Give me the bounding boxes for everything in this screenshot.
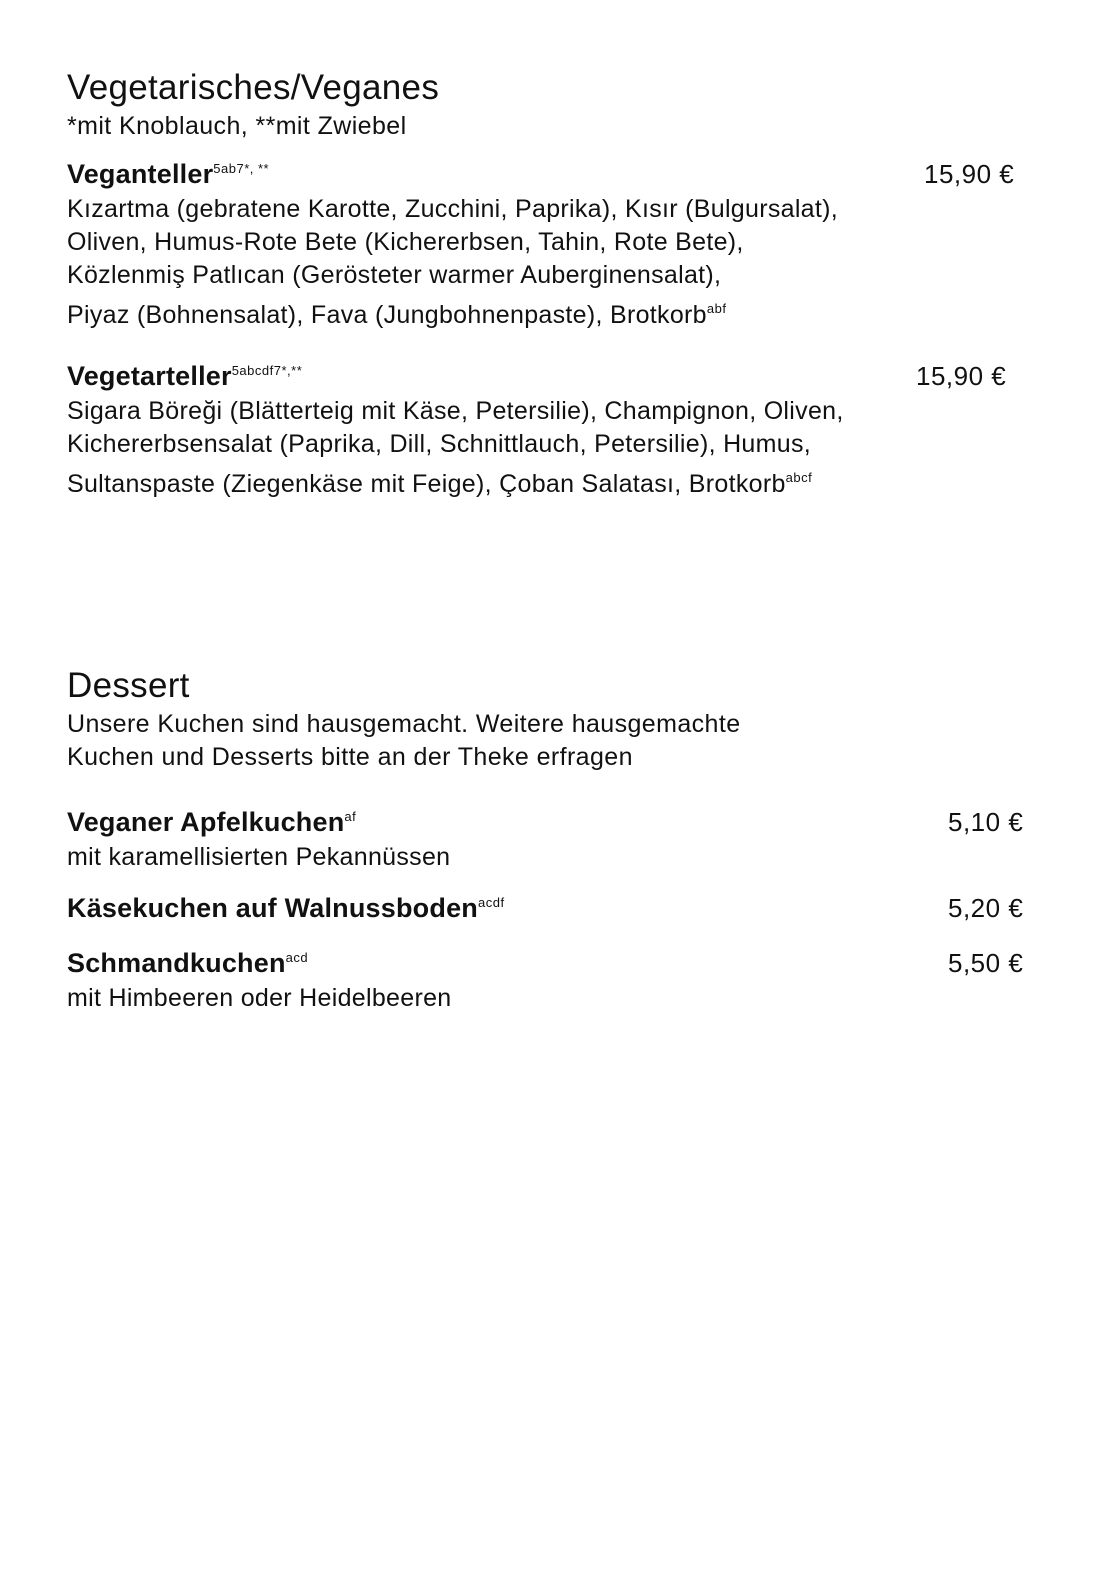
menu-item-vegetarteller (67, 361, 1037, 501)
item-allergens: acd (285, 950, 309, 965)
desc-line: Közlenmiş Patlıcan (Gerösteter warmer Auberginensalat), (67, 261, 722, 289)
item-allergens: 5ab7*, ** (213, 161, 270, 176)
item-description (67, 193, 1037, 332)
desc-line: Oliven, Humus-Rote Bete (Kichererbsen, Tahin, Rote Bete), (67, 228, 744, 256)
item-name: Veganer Apfelkuchen (67, 807, 345, 837)
intro-line: Unsere Kuchen sind hausgemacht. Weitere hausgemachte (67, 710, 741, 738)
item-price: 5,20 € (948, 893, 1024, 923)
section-title-vegetarian: Vegetarisches/Veganes (67, 68, 440, 107)
item-allergens: 5abcdf7*,** (231, 363, 303, 378)
intro-line: Kuchen und Desserts bitte an der Theke erfragen (67, 743, 633, 771)
item-name: Schmandkuchen (67, 948, 286, 978)
menu-item-veganer-apfelkuchen (67, 807, 1037, 874)
item-price: 5,50 € (948, 948, 1024, 978)
item-allergens: acdf (477, 895, 505, 910)
section-title-dessert: Dessert (67, 666, 190, 705)
desc-allergens: abcf (785, 470, 813, 485)
desc-line-text: Piyaz (Bohnensalat), Fava (Jungbohnenpaste), Brotkorb (67, 301, 707, 329)
menu-item-schmandkuchen (67, 948, 1037, 1015)
menu-item-kaesekuchen (67, 893, 1037, 927)
desc-line: Kızartma (gebratene Karotte, Zucchini, Paprika), Kısır (Bulgursalat), (67, 195, 839, 223)
item-allergens: af (344, 809, 357, 824)
desc-line: Sigara Böreği (Blätterteig mit Käse, Petersilie), Champignon, Oliven, (67, 397, 844, 425)
desc-line (67, 461, 1037, 501)
section-note-vegetarian: *mit Knoblauch, **mit Zwiebel (67, 112, 407, 140)
section-intro-dessert (67, 708, 741, 774)
item-name: Veganteller (67, 159, 214, 189)
item-price: 15,90 € (924, 159, 1015, 189)
desc-allergens: abf (706, 301, 727, 316)
menu-item-veganteller (67, 159, 1037, 332)
item-description: mit karamellisierten Pekannüssen (67, 843, 451, 871)
item-description: mit Himbeeren oder Heidelbeeren (67, 984, 452, 1012)
item-price: 5,10 € (948, 807, 1024, 837)
desc-line (67, 292, 1037, 332)
item-name: Käsekuchen auf Walnussboden (67, 893, 478, 923)
item-description (67, 395, 1037, 501)
desc-line: Kichererbsensalat (Paprika, Dill, Schnittlauch, Petersilie), Humus, (67, 430, 812, 458)
item-name: Vegetarteller (67, 361, 232, 391)
item-price: 15,90 € (916, 361, 1007, 391)
desc-line-text: Sultanspaste (Ziegenkäse mit Feige), Çoban Salatası, Brotkorb (67, 470, 786, 498)
